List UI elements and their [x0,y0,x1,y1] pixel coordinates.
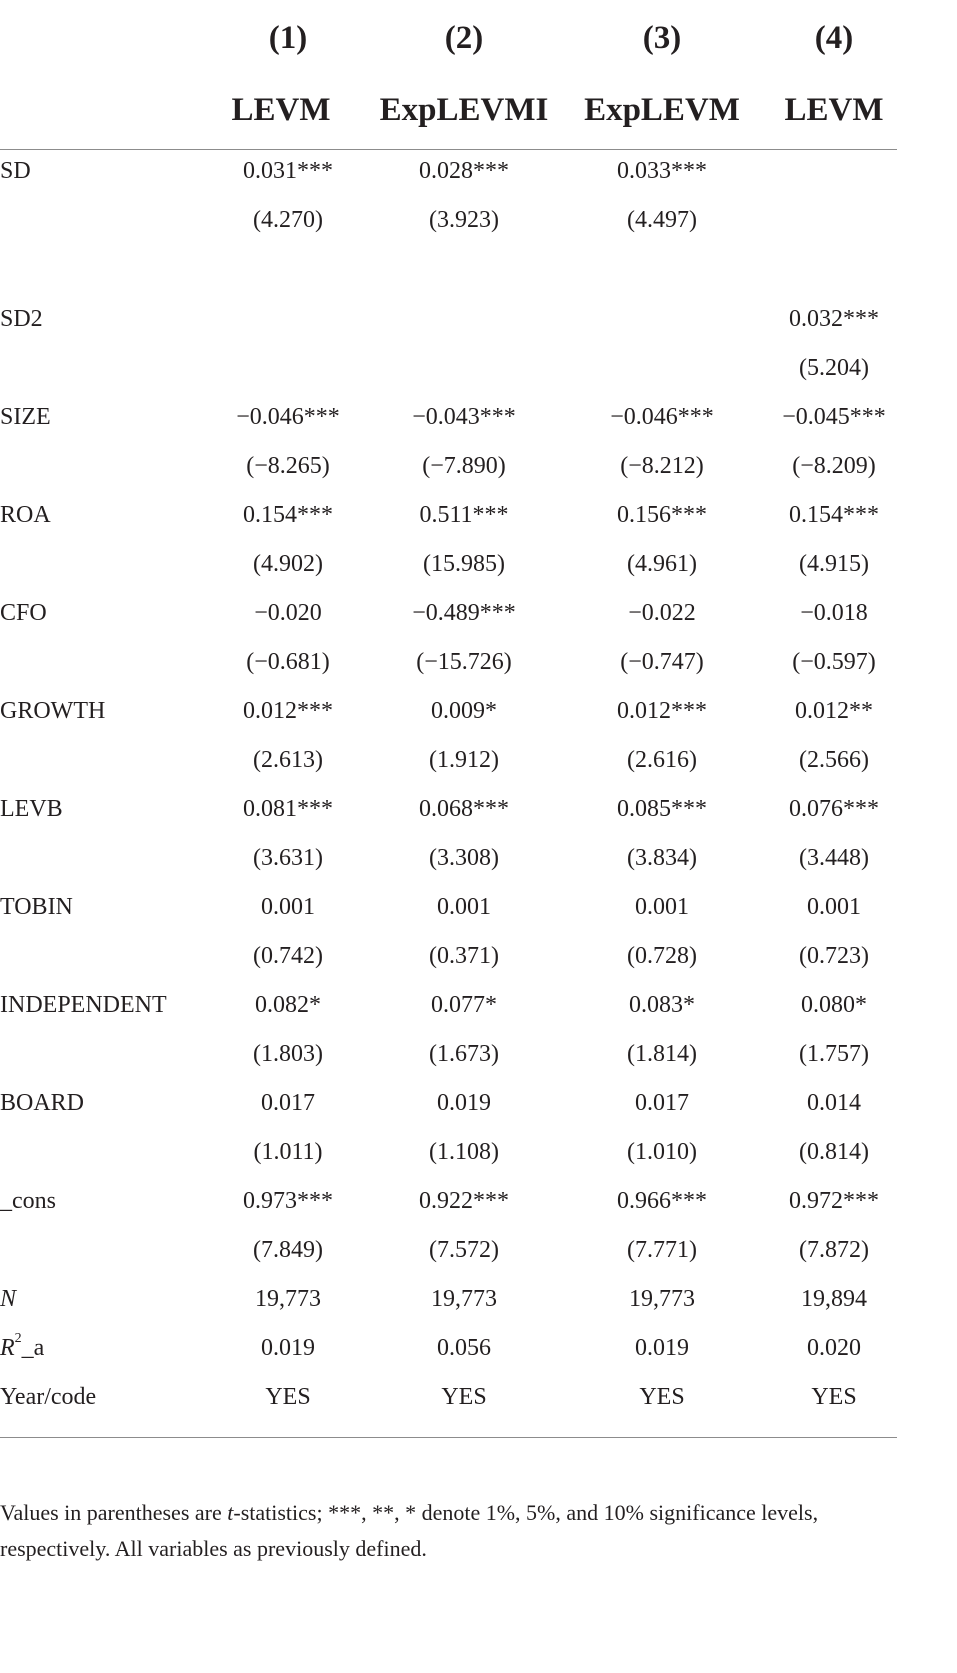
table-cell: (3.308) [429,845,499,871]
col-1-variable: LEVM [231,92,331,128]
row-label [0,1384,96,1411]
table-cell: 19,894 [801,1286,867,1312]
table-cell: (0.371) [429,943,499,969]
table-row [0,492,897,541]
table-row [0,933,897,982]
table-row [0,1080,897,1129]
footnote-suffix: -statistics; ***, **, * denote 1%, 5%, and 10% significance levels, respectively. All variables as previously defined. [0,1500,819,1561]
table-cell: (3.834) [627,845,697,871]
table-cell: 0.001 [261,894,315,920]
table-cell: (−0.597) [792,649,876,675]
table-cell: 0.076*** [789,796,879,822]
row-label [0,158,31,185]
table-cell: 0.056 [437,1335,491,1361]
table-cell: 0.085*** [617,796,707,822]
row-label-text: SIZE [0,404,51,430]
table-cell: (1.803) [253,1041,323,1067]
row-label-text: INDEPENDENT [0,992,167,1018]
row-label-text: _cons [0,1188,56,1214]
footnote-italic: t [227,1500,234,1525]
table-cell: 19,773 [255,1286,321,1312]
table-row [0,982,897,1031]
row-label-text: BOARD [0,1090,85,1116]
table-cell: (−7.890) [422,453,506,479]
table-cell: (4.915) [799,551,869,577]
table-cell: (7.771) [627,1237,697,1263]
table-cell: 0.019 [261,1335,315,1361]
table-cell: (4.497) [627,207,697,233]
table-row [0,1276,897,1325]
col-2-number: (2) [444,20,484,56]
table-cell: 0.009* [431,698,497,724]
table-cell: −0.020 [254,600,322,626]
table-cell: −0.043*** [412,404,516,430]
col-4-number: (4) [814,20,854,56]
col-4-variable: LEVM [784,92,884,128]
table-cell: (7.872) [799,1237,869,1263]
table-cell: (2.613) [253,747,323,773]
table-cell: (1.673) [429,1041,499,1067]
table-cell: 0.019 [635,1335,689,1361]
row-label [0,1090,84,1117]
table-row [0,688,897,737]
table-cell: (7.572) [429,1237,499,1263]
table-row [0,835,897,884]
table-row [0,786,897,835]
table-cell: 0.001 [807,894,861,920]
table-header [0,0,897,150]
table-cell: (1.010) [627,1139,697,1165]
table-cell: (4.902) [253,551,323,577]
table-row [0,394,897,443]
table-cell: (−8.265) [246,453,330,479]
table-cell: (1.011) [253,1139,323,1165]
footnote-prefix: Values in parentheses are [0,1500,228,1525]
table-cell: 0.156*** [617,502,707,528]
row-label [0,894,73,921]
table-row [0,443,897,492]
col-1-number: (1) [268,20,308,56]
table-cell: 0.001 [437,894,491,920]
row-label-text: CFO [0,600,47,626]
row-label-text: GROWTH [0,698,106,724]
table-cell: (−8.212) [620,453,704,479]
table-cell: 0.001 [635,894,689,920]
table-cell: 0.081*** [243,796,333,822]
table-cell: (3.923) [429,207,499,233]
row-label-text: N [0,1286,17,1312]
table-cell: (0.728) [627,943,697,969]
table-cell: (−0.681) [246,649,330,675]
table-cell: 0.973*** [243,1188,333,1214]
table-cell: YES [441,1384,487,1410]
table-row [0,148,897,197]
table-cell: 0.033*** [617,158,707,184]
row-label-text: TOBIN [0,894,73,920]
row-label [0,1188,56,1215]
table-cell: (0.742) [253,943,323,969]
table-row [0,296,897,345]
table-cell: 0.020 [807,1335,861,1361]
row-label [0,992,167,1019]
table-cell: (0.814) [799,1139,869,1165]
table-cell: 0.012*** [243,698,333,724]
table-cell: 0.017 [261,1090,315,1116]
table-cell: (1.757) [799,1041,869,1067]
table-cell: −0.045*** [782,404,886,430]
row-label [0,306,43,333]
col-2-variable: ExpLEVMI [379,92,549,128]
table-cell: 0.154*** [243,502,333,528]
table-row [0,590,897,639]
table-cell: 0.082* [255,992,321,1018]
row-label-text: SD [0,158,31,184]
table-cell: (3.448) [799,845,869,871]
table-cell: (−15.726) [416,649,512,675]
row-label [0,796,63,823]
table-cell: 0.012*** [617,698,707,724]
table-cell: (4.270) [253,207,323,233]
row-label [0,698,105,725]
table-cell: 0.154*** [789,502,879,528]
row-label-text: R [0,1335,15,1361]
col-3-number: (3) [642,20,682,56]
table-cell: −0.018 [800,600,868,626]
table-cell: 0.019 [437,1090,491,1116]
table-row [0,197,897,246]
table-cell: −0.046*** [236,404,340,430]
table-body [0,148,897,1423]
row-label-text: LEVB [0,796,63,822]
table-cell: 0.077* [431,992,497,1018]
table-row [0,884,897,933]
table-cell: (3.631) [253,845,323,871]
table-cell: 0.966*** [617,1188,707,1214]
row-label [0,600,47,627]
table-cell: (7.849) [253,1237,323,1263]
table-cell: YES [265,1384,311,1410]
row-label [0,404,51,431]
table-cell: −0.046*** [610,404,714,430]
table-row [0,1374,897,1423]
row-label-text: Year/code [0,1384,97,1410]
table-cell: YES [811,1384,857,1410]
table-cell: 0.080* [801,992,867,1018]
table-cell: 0.017 [635,1090,689,1116]
table-cell: 19,773 [431,1286,497,1312]
table-cell: 0.031*** [243,158,333,184]
table-footnote [0,1495,900,1567]
table-cell: 0.972*** [789,1188,879,1214]
table-cell: (−8.209) [792,453,876,479]
table-row [0,737,897,786]
table-cell: (−0.747) [620,649,704,675]
row-label-text: SD2 [0,306,43,332]
table-row [0,1129,897,1178]
table-cell: 0.012** [795,698,873,724]
table-cell: 0.032*** [789,306,879,332]
row-label [0,502,51,529]
table-cell: (5.204) [799,355,869,381]
table-row [0,1325,897,1374]
table-cell: (0.723) [799,943,869,969]
row-spacer [0,246,897,296]
row-label-superscript: 2 [14,1331,22,1346]
table-cell: (4.961) [627,551,697,577]
table-cell: (2.566) [799,747,869,773]
table-cell: 0.922*** [419,1188,509,1214]
table-cell: 0.068*** [419,796,509,822]
row-label [0,1286,16,1313]
table-cell: −0.489*** [412,600,516,626]
row-label [0,1331,45,1362]
table-row [0,1178,897,1227]
table-cell: (1.108) [429,1139,499,1165]
table-cell: 19,773 [629,1286,695,1312]
row-label-suffix: _a [21,1335,45,1361]
table-row [0,541,897,590]
row-label-text: ROA [0,502,51,528]
table-cell: 0.083* [629,992,695,1018]
table-row [0,345,897,394]
col-3-variable: ExpLEVM [584,92,740,128]
table-row [0,639,897,688]
table-row [0,1227,897,1276]
table-cell: 0.014 [807,1090,861,1116]
table-cell: 0.028*** [419,158,509,184]
table-row [0,1031,897,1080]
table-cell: YES [639,1384,685,1410]
table-cell: (1.912) [429,747,499,773]
table-cell: −0.022 [628,600,696,626]
table-cell: (1.814) [627,1041,697,1067]
table-cell: 0.511*** [419,502,509,528]
table-cell: (15.985) [423,551,505,577]
table-cell: (2.616) [627,747,697,773]
bottom-rule [0,1437,897,1438]
